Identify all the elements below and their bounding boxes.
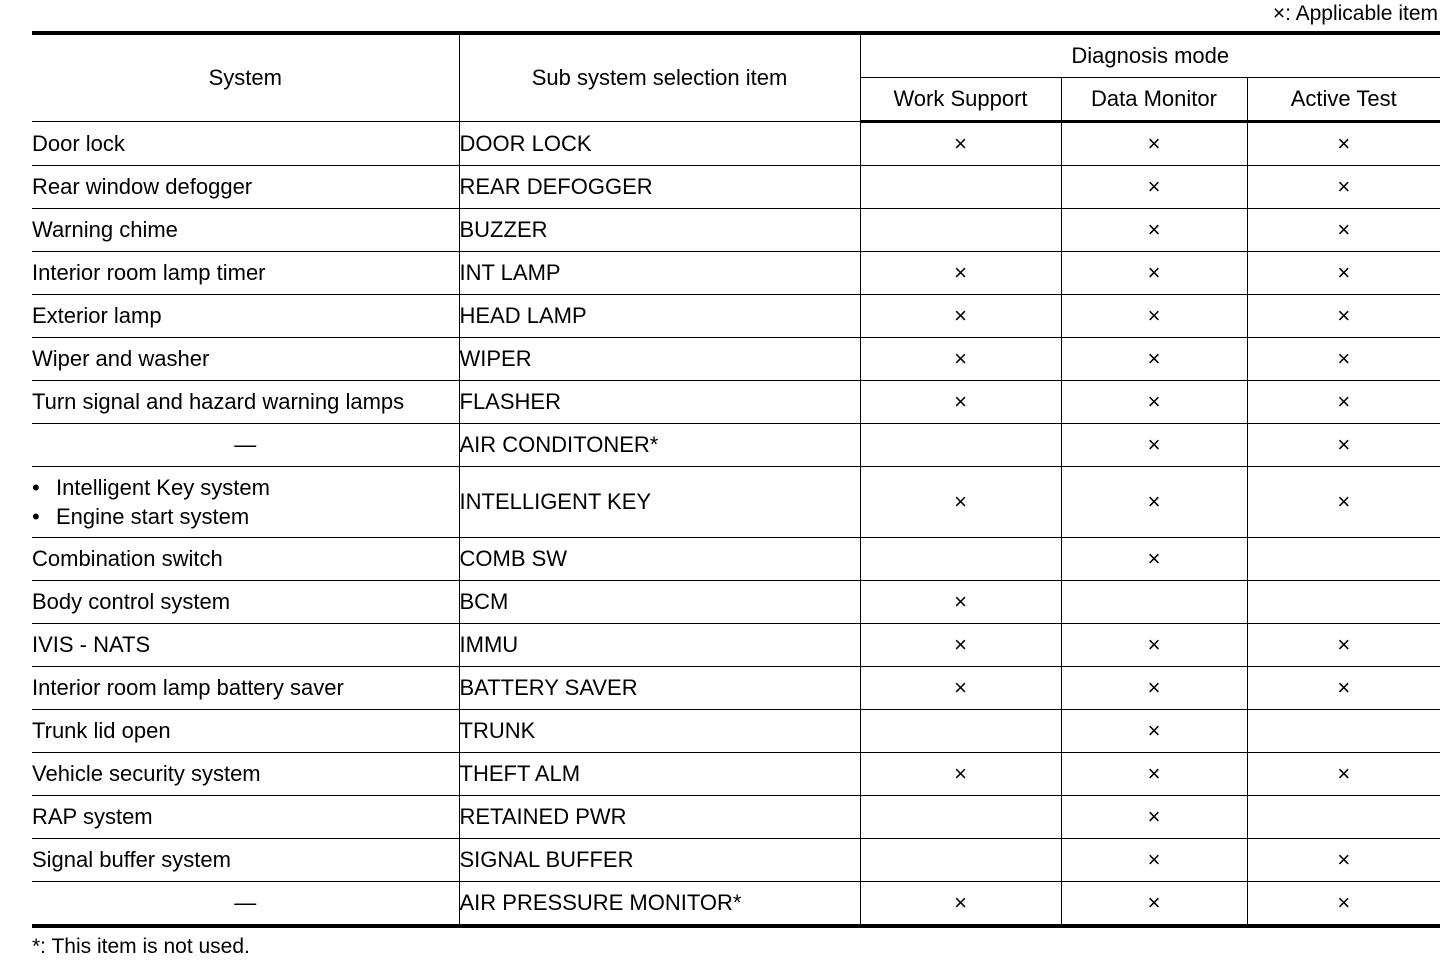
sub-system-cell: THEFT ALM <box>459 753 860 796</box>
table-row <box>32 581 1440 624</box>
sub-system-cell: HEAD LAMP <box>459 295 860 338</box>
work-support-mark: × <box>860 122 1061 166</box>
work-support-mark <box>860 710 1061 753</box>
table-row <box>32 839 1440 882</box>
sub-system-cell: RETAINED PWR <box>459 796 860 839</box>
table-row <box>32 424 1440 467</box>
table-row <box>32 295 1440 338</box>
work-support-mark <box>860 209 1061 252</box>
system-cell: Interior room lamp battery saver <box>32 667 459 710</box>
table-row <box>32 710 1440 753</box>
table-row <box>32 882 1440 927</box>
system-cell: Interior room lamp timer <box>32 252 459 295</box>
table-row <box>32 166 1440 209</box>
work-support-mark <box>860 839 1061 882</box>
work-support-mark: × <box>860 467 1061 538</box>
data-monitor-mark: × <box>1061 122 1247 166</box>
sub-system-cell: BCM <box>459 581 860 624</box>
data-monitor-mark: × <box>1061 667 1247 710</box>
active-test-mark: × <box>1247 381 1440 424</box>
active-test-mark: × <box>1247 624 1440 667</box>
data-monitor-mark: × <box>1061 538 1247 581</box>
header-diagnosis-mode: Diagnosis mode <box>860 33 1440 78</box>
data-monitor-mark: × <box>1061 839 1247 882</box>
active-test-mark: × <box>1247 209 1440 252</box>
active-test-mark: × <box>1247 166 1440 209</box>
data-monitor-mark: × <box>1061 796 1247 839</box>
applicable-item-legend: ×: Applicable item <box>1272 2 1438 25</box>
sub-system-cell: INTELLIGENT KEY <box>459 467 860 538</box>
header-system: System <box>32 33 459 122</box>
sub-system-cell: IMMU <box>459 624 860 667</box>
system-bullet-list <box>32 473 459 531</box>
sub-system-cell: WIPER <box>459 338 860 381</box>
sub-system-cell: COMB SW <box>459 538 860 581</box>
active-test-mark: × <box>1247 338 1440 381</box>
work-support-mark: × <box>860 295 1061 338</box>
active-test-mark <box>1247 710 1440 753</box>
active-test-mark <box>1247 538 1440 581</box>
system-cell <box>32 467 459 538</box>
sub-system-cell: SIGNAL BUFFER <box>459 839 860 882</box>
data-monitor-mark: × <box>1061 166 1247 209</box>
table-row <box>32 624 1440 667</box>
system-cell: Combination switch <box>32 538 459 581</box>
work-support-mark <box>860 796 1061 839</box>
table-row <box>32 753 1440 796</box>
system-cell: — <box>32 424 459 467</box>
active-test-mark: × <box>1247 667 1440 710</box>
data-monitor-mark: × <box>1061 338 1247 381</box>
table-row <box>32 538 1440 581</box>
system-cell: — <box>32 882 459 927</box>
sub-system-cell: BATTERY SAVER <box>459 667 860 710</box>
active-test-mark: × <box>1247 122 1440 166</box>
sub-system-cell: FLASHER <box>459 381 860 424</box>
header-sub-system: Sub system selection item <box>459 33 860 122</box>
active-test-mark: × <box>1247 252 1440 295</box>
work-support-mark <box>860 424 1061 467</box>
system-cell: Body control system <box>32 581 459 624</box>
sub-system-cell: TRUNK <box>459 710 860 753</box>
work-support-mark: × <box>860 882 1061 927</box>
table-row <box>32 122 1440 166</box>
active-test-mark: × <box>1247 424 1440 467</box>
sub-system-cell: REAR DEFOGGER <box>459 166 860 209</box>
work-support-mark: × <box>860 753 1061 796</box>
footnote-not-used: *: This item is not used. <box>32 935 250 958</box>
data-monitor-mark: × <box>1061 209 1247 252</box>
system-cell: RAP system <box>32 796 459 839</box>
data-monitor-mark: × <box>1061 624 1247 667</box>
work-support-mark: × <box>860 252 1061 295</box>
system-cell: Warning chime <box>32 209 459 252</box>
system-cell: Signal buffer system <box>32 839 459 882</box>
system-cell: Exterior lamp <box>32 295 459 338</box>
data-monitor-mark: × <box>1061 381 1247 424</box>
system-bullet-item: • Engine start system <box>32 502 459 531</box>
sub-system-cell: DOOR LOCK <box>459 122 860 166</box>
table-row <box>32 381 1440 424</box>
work-support-mark: × <box>860 381 1061 424</box>
data-monitor-mark: × <box>1061 753 1247 796</box>
work-support-mark: × <box>860 624 1061 667</box>
active-test-mark: × <box>1247 295 1440 338</box>
data-monitor-mark: × <box>1061 882 1247 927</box>
system-cell: Vehicle security system <box>32 753 459 796</box>
sub-system-cell: AIR CONDITONER* <box>459 424 860 467</box>
table-row <box>32 667 1440 710</box>
data-monitor-mark: × <box>1061 424 1247 467</box>
active-test-mark <box>1247 796 1440 839</box>
table-row <box>32 338 1440 381</box>
work-support-mark: × <box>860 581 1061 624</box>
data-monitor-mark: × <box>1061 467 1247 538</box>
table-row <box>32 209 1440 252</box>
sub-system-cell: AIR PRESSURE MONITOR* <box>459 882 860 927</box>
work-support-mark <box>860 166 1061 209</box>
active-test-mark: × <box>1247 467 1440 538</box>
active-test-mark <box>1247 581 1440 624</box>
system-cell: Door lock <box>32 122 459 166</box>
header-active-test: Active Test <box>1247 78 1440 122</box>
data-monitor-mark <box>1061 581 1247 624</box>
work-support-mark <box>860 538 1061 581</box>
active-test-mark: × <box>1247 753 1440 796</box>
sub-system-cell: INT LAMP <box>459 252 860 295</box>
system-cell: Wiper and washer <box>32 338 459 381</box>
data-monitor-mark: × <box>1061 252 1247 295</box>
active-test-mark: × <box>1247 839 1440 882</box>
system-cell: Trunk lid open <box>32 710 459 753</box>
system-cell: IVIS - NATS <box>32 624 459 667</box>
sub-system-cell: BUZZER <box>459 209 860 252</box>
table-row <box>32 796 1440 839</box>
system-bullet-item: • Intelligent Key system <box>32 473 459 502</box>
system-cell: Rear window defogger <box>32 166 459 209</box>
table-row <box>32 467 1440 538</box>
active-test-mark: × <box>1247 882 1440 927</box>
data-monitor-mark: × <box>1061 295 1247 338</box>
table-row <box>32 252 1440 295</box>
header-data-monitor: Data Monitor <box>1061 78 1247 122</box>
system-cell: Turn signal and hazard warning lamps <box>32 381 459 424</box>
data-monitor-mark: × <box>1061 710 1247 753</box>
work-support-mark: × <box>860 667 1061 710</box>
diagnosis-mode-table <box>32 31 1440 928</box>
work-support-mark: × <box>860 338 1061 381</box>
header-work-support: Work Support <box>860 78 1061 122</box>
